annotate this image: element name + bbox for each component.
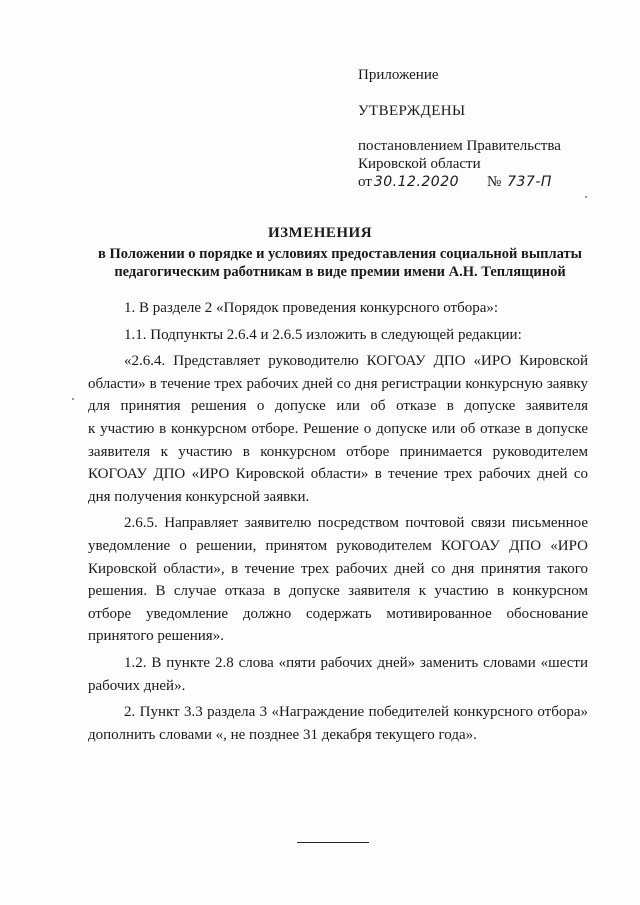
decree-line-1: постановлением Правительства: [358, 138, 561, 154]
handwritten-number: 737-П: [507, 174, 552, 190]
paragraph-line: 1.2. В пункте 2.8 слова «пяти рабочих дней» заменить словами «шести: [124, 654, 588, 671]
paragraph-2: 1.1. Подпункты 2.6.4 и 2.6.5 изложить в следующей редакции:: [124, 326, 522, 343]
paragraph-line: принятого решения».: [88, 628, 224, 645]
paragraph-line: 2. Пункт 3.3 раздела 3 «Награждение победителей конкурсного отбора»: [124, 704, 588, 721]
paragraph-line: Кировской области», в течение трех рабочих дней со дня принятия такого: [88, 560, 588, 577]
date-prefix: от: [358, 174, 372, 190]
number-sign: №: [487, 174, 502, 190]
scan-speck: [585, 196, 587, 198]
paragraph-line: уведомление о решении, принятом руководителем КОГОАУ ДПО «ИРО: [88, 537, 588, 554]
paragraph-line: к участию в конкурсном отборе. Решение о допуске или об отказе в допуске: [88, 420, 588, 437]
decree-date-number-line: [358, 173, 618, 191]
closing-rule: [297, 842, 369, 843]
subtitle-line-2: педагогическим работникам в виде премии имени А.Н. Теплящиной: [114, 264, 566, 280]
paragraph-6: [88, 701, 588, 746]
handwritten-date: 30.12.2020: [373, 174, 460, 190]
paragraph-line: для принятия решения о допуске или об отказе в допуске заявителя: [88, 398, 588, 415]
appendix-label: Приложение: [358, 67, 439, 83]
document-body: [88, 297, 588, 746]
document-title: ИЗМЕНЕНИЯ: [267, 225, 373, 241]
paragraph-line: 2.6.5. Направляет заявителю посредством почтовой связи письменное: [124, 515, 588, 532]
paragraph-3: [88, 350, 588, 508]
paragraph-line: области» в течение трех рабочих дней со дня регистрации конкурсную заявку: [88, 375, 588, 392]
paragraph-4: [88, 512, 588, 648]
paragraph-line: КОГОАУ ДПО «ИРО Кировской области» в течение трех рабочих дней со: [88, 466, 588, 483]
decree-line-2: Кировской области: [358, 156, 481, 172]
paragraph-line: дополнить словами «, не позднее 31 декабря текущего года».: [88, 726, 477, 743]
paragraph-line: рабочих дней».: [88, 677, 186, 694]
scan-speck: [72, 398, 74, 400]
approved-label: УТВЕРЖДЕНЫ: [358, 103, 466, 119]
paragraph-line: заявителя к участию в конкурсном отборе принимается руководителем: [88, 443, 588, 460]
subtitle-line-1: в Положении о порядке и условиях предоставления социальной выплаты: [98, 246, 582, 262]
paragraph-1: 1. В разделе 2 «Порядок проведения конкурсного отбора»:: [124, 300, 499, 316]
paragraph-line: дня получения конкурсной заявки.: [88, 488, 310, 505]
paragraph-line: решения. В случае отказа в допуске заявителя к участию в конкурсном: [88, 583, 588, 600]
paragraph-line: «2.6.4. Представляет руководителю КОГОАУ ДПО «ИРО Кировской: [124, 353, 588, 370]
decree-block: [358, 137, 618, 191]
document-subtitle: [60, 245, 620, 281]
paragraph-5: [88, 652, 588, 697]
paragraph-line: отборе уведомление должно содержать мотивированное обоснование: [88, 605, 588, 622]
